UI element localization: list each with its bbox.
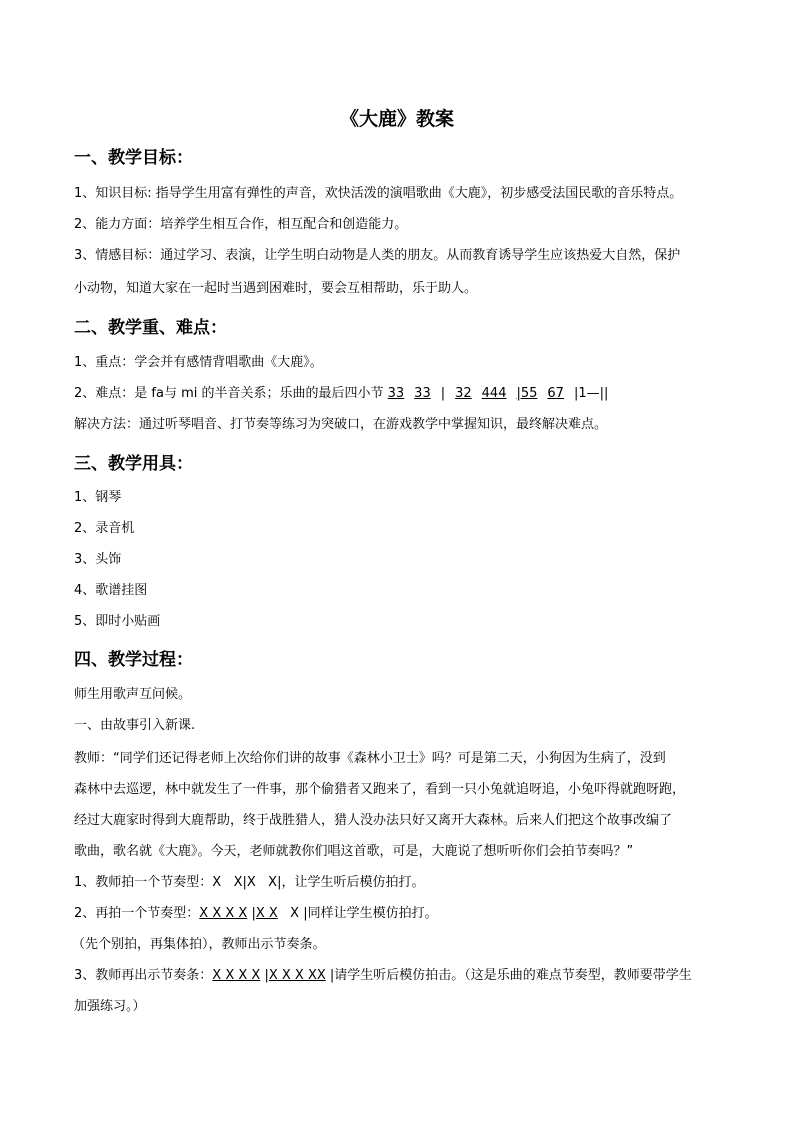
- rhythm-step-2: [74, 904, 438, 924]
- rhythm-step-1-prefix: 1、教师拍一个节奏型：: [74, 875, 213, 890]
- goal-emotion-line1: 3、情感目标：通过学习、表演，让学生明白动物是人类的朋友。从而教育诱导学生应该热爱大自然，保护: [74, 248, 681, 263]
- rhythm-bar: |: [325, 968, 335, 983]
- rhythm-step-1-suffix: ，让学生听后模仿拍打。: [281, 875, 425, 890]
- difficult-point: [74, 384, 608, 404]
- rhythm-pattern: X X X X: [199, 906, 248, 921]
- list-item: 4、歌谱挂图: [74, 583, 148, 598]
- section-heading-goals: 一、教学目标：: [74, 148, 193, 168]
- music-note: 67: [547, 386, 564, 401]
- music-note: |55: [516, 386, 538, 401]
- music-note: 32: [455, 386, 472, 401]
- music-note: 33: [387, 386, 405, 401]
- list-item: 3、头饰: [74, 552, 122, 567]
- rhythm-step-3: [74, 966, 692, 986]
- goal-ability: 2、能力方面：培养学生相互合作，相互配合和创造能力。: [74, 217, 408, 232]
- key-point: 1、重点：学会并有感情背唱歌曲《大鹿》。: [74, 355, 323, 370]
- music-note: |1—||: [573, 386, 609, 401]
- teacher-speech-line3: 经过大鹿家时得到大鹿帮助，终于战胜猎人，猎人没办法只好又离开大森林。后来人们把这个故事改编了: [74, 813, 673, 828]
- goal-knowledge: 1、知识目标: 指导学生用富有弹性的声音，欢快活泼的演唱歌曲《大鹿》，初步感受法国民歌的音乐特点。: [74, 186, 683, 201]
- rhythm-pattern: X |: [277, 906, 308, 921]
- rhythm-pattern: X X X X: [212, 968, 261, 983]
- section-heading-process: 四、教学过程：: [74, 650, 193, 670]
- rhythm-step-2-suffix: 同样让学生模仿拍打。: [307, 906, 438, 921]
- rhythm-pattern: X X|X X|: [212, 875, 282, 890]
- page-title: 《大鹿》教案: [339, 108, 454, 130]
- music-note: 33: [414, 386, 431, 401]
- difficult-point-text: 2、难点：是 fa与 mi 的半音关系；乐曲的最后四小节: [74, 386, 388, 401]
- rhythm-step-2-note: （先个别拍，再集体拍），教师出示节奏条。: [72, 937, 326, 952]
- music-note: 444: [481, 386, 507, 401]
- greeting-text: 师生用歌声互问候。: [74, 687, 192, 702]
- rhythm-pattern: X X X XX: [268, 968, 326, 983]
- rhythm-bar: |: [260, 968, 269, 983]
- rhythm-step-3-line2: 加强练习。）: [74, 999, 146, 1014]
- rhythm-pattern: X X: [255, 906, 278, 921]
- music-note: |: [440, 386, 446, 401]
- goal-emotion-line2: 小动物，知道大家在一起时当遇到困难时，要会互相帮助，乐于助人。: [74, 281, 478, 296]
- rhythm-bar: |: [247, 906, 256, 921]
- rhythm-step-3-prefix: 3、教师再出示节奏条：: [74, 968, 213, 983]
- teacher-speech-line4: 歌曲，歌名就《大鹿》。今天，老师就教你们唱这首歌，可是，大鹿说了想听听你们会拍节奏吗？”: [74, 844, 634, 859]
- list-item: 5、即时小贴画: [74, 614, 161, 629]
- step-intro: 一、由故事引入新课.: [74, 718, 196, 733]
- rhythm-step-2-prefix: 2、再拍一个节奏型：: [74, 906, 200, 921]
- section-heading-key-points: 二、教学重、难点：: [74, 318, 227, 338]
- list-item: 2、录音机: [74, 521, 135, 536]
- rhythm-step-1: [74, 873, 424, 893]
- teacher-speech-line2: 森林中去巡逻，林中就发生了一件事，那个偷猎者又跑来了，看到一只小兔就追呀追，小兔吓得就跑呀跑，: [74, 782, 686, 797]
- teacher-speech-line1: 教师：“同学们还记得老师上次给你们讲的故事《森林小卫士》吗？可是第二天，小狗因为生病了，没到: [74, 751, 666, 766]
- section-heading-tools: 三、教学用具：: [74, 454, 193, 474]
- solution-text: 解决方法：通过听琴唱音、打节奏等练习为突破口，在游戏教学中掌握知识，最终解决难点。: [74, 417, 608, 432]
- rhythm-step-3-suffix: 请学生听后模仿拍击。（这是乐曲的难点节奏型，教师要带学生: [334, 968, 692, 983]
- list-item: 1、钢琴: [74, 490, 122, 505]
